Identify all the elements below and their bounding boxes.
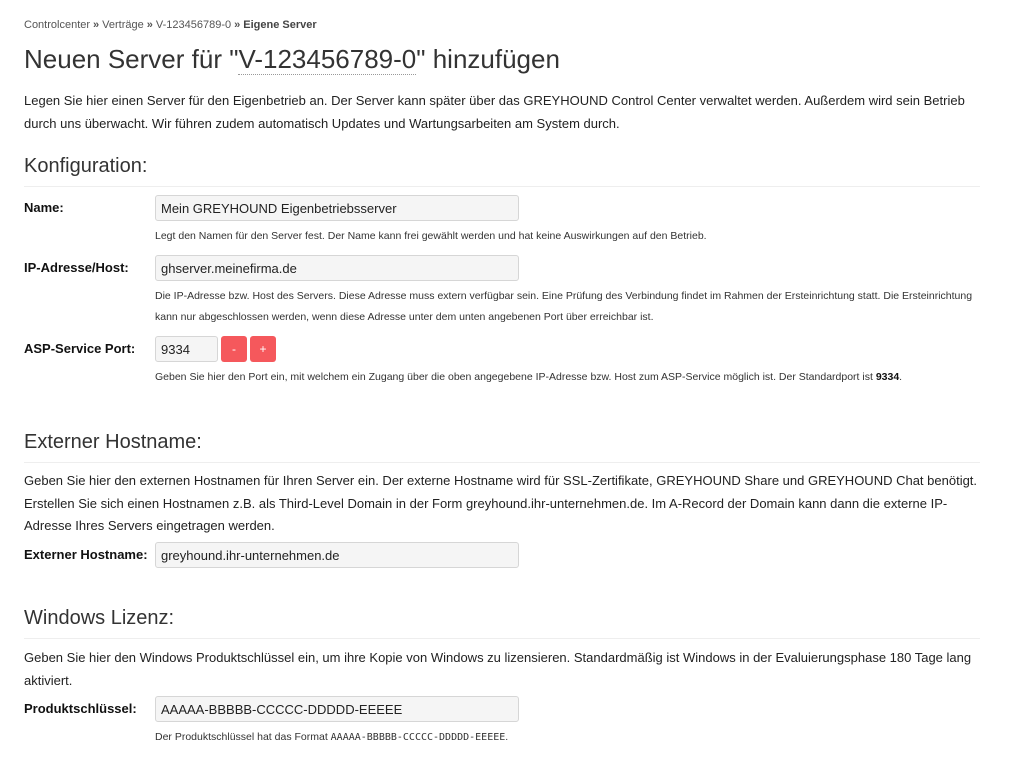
name-input[interactable]: [155, 195, 519, 221]
ip-input[interactable]: [155, 255, 519, 281]
ip-label: IP-Adresse/Host:: [24, 260, 129, 275]
produktschluessel-label: Produktschlüssel:: [24, 701, 137, 716]
produktschluessel-input[interactable]: [155, 696, 519, 722]
port-decrement-button[interactable]: -: [221, 336, 247, 362]
page-title-contract: V-123456789-0: [238, 44, 417, 74]
breadcrumb-separator: »: [93, 19, 100, 31]
breadcrumb-vertraege[interactable]: Verträge: [102, 19, 144, 31]
externer-hostname-label: Externer Hostname:: [24, 547, 148, 562]
produktschluessel-help-suffix: .: [505, 731, 509, 743]
ip-help: Die IP-Adresse bzw. Host des Servers. Diese Adresse muss extern verfügbar sein. Eine Prüfung des Verbindung findet im Rahmen der Ersteinrichtung statt. Die Ersteinrichtung kann nur abgeschlossen werden, wenn diese Adresse unter dem unten angebenen Port über erreichbar ist.: [155, 290, 973, 323]
section-heading-externer-hostname: Externer Hostname:: [24, 431, 980, 463]
produktschluessel-help: [155, 727, 975, 748]
breadcrumb-separator: »: [234, 19, 241, 31]
breadcrumb-current: Eigene Server: [243, 19, 317, 31]
externer-hostname-description: Geben Sie hier den externen Hostnamen für Ihren Server ein. Der externe Hostname wird für SSL-Zertifikate, GREYHOUND Share und GREYHOUND Chat benötigt. Erstellen Sie sich einen Hostnamen z.B. als Third-Level Domain in der Form greyhound.ihr-unternehmen.de. Im A-Record der Domain kann dann die externe IP-Adresse Ihres Servers eingetragen werden.: [24, 473, 978, 533]
port-help-suffix: .: [899, 371, 903, 383]
page-title: [24, 44, 560, 75]
name-label: Name:: [24, 200, 64, 215]
externer-hostname-input[interactable]: [155, 542, 519, 568]
name-help: Legt den Namen für den Server fest. Der Name kann frei gewählt werden und hat keine Auswirkungen auf den Betrieb.: [155, 230, 707, 242]
port-label: ASP-Service Port:: [24, 341, 136, 356]
page-title-prefix: Neuen Server für ": [24, 44, 239, 74]
port-help: [155, 367, 975, 388]
produktschluessel-help-text: Der Produktschlüssel hat das Format: [155, 731, 331, 743]
produktschluessel-help-format: AAAAA-BBBBB-CCCCC-DDDDD-EEEEE: [330, 732, 506, 743]
section-heading-konfiguration: Konfiguration:: [24, 155, 980, 187]
intro-text: Legen Sie hier einen Server für den Eigenbetrieb an. Der Server kann später über das GREYHOUND Control Center verwaltet werden. Außerdem wird sein Betrieb durch uns überwacht. Wir führen zudem automatisch Updates und Wartungsarbeiten am System durch.: [24, 93, 965, 131]
breadcrumb-controlcenter[interactable]: Controlcenter: [24, 19, 91, 31]
breadcrumb-contract[interactable]: V-123456789-0: [155, 19, 232, 31]
port-input[interactable]: [155, 336, 218, 362]
port-help-default: 9334: [875, 371, 900, 383]
section-heading-windows-lizenz: Windows Lizenz:: [24, 607, 980, 639]
windows-lizenz-description: Geben Sie hier den Windows Produktschlüssel ein, um ihre Kopie von Windows zu lizensieren. Standardmäßig ist Windows in der Evaluierungsphase 180 Tage lang aktiviert.: [24, 650, 972, 688]
port-help-text: Geben Sie hier den Port ein, mit welchem ein Zugang über die oben angegebene IP-Adresse bzw. Host zum ASP-Service möglich ist. Der Standardport ist: [155, 371, 876, 383]
port-increment-button[interactable]: +: [250, 336, 276, 362]
page-title-suffix: " hinzufügen: [416, 44, 560, 74]
breadcrumb: [24, 19, 317, 31]
breadcrumb-separator: »: [146, 19, 153, 31]
